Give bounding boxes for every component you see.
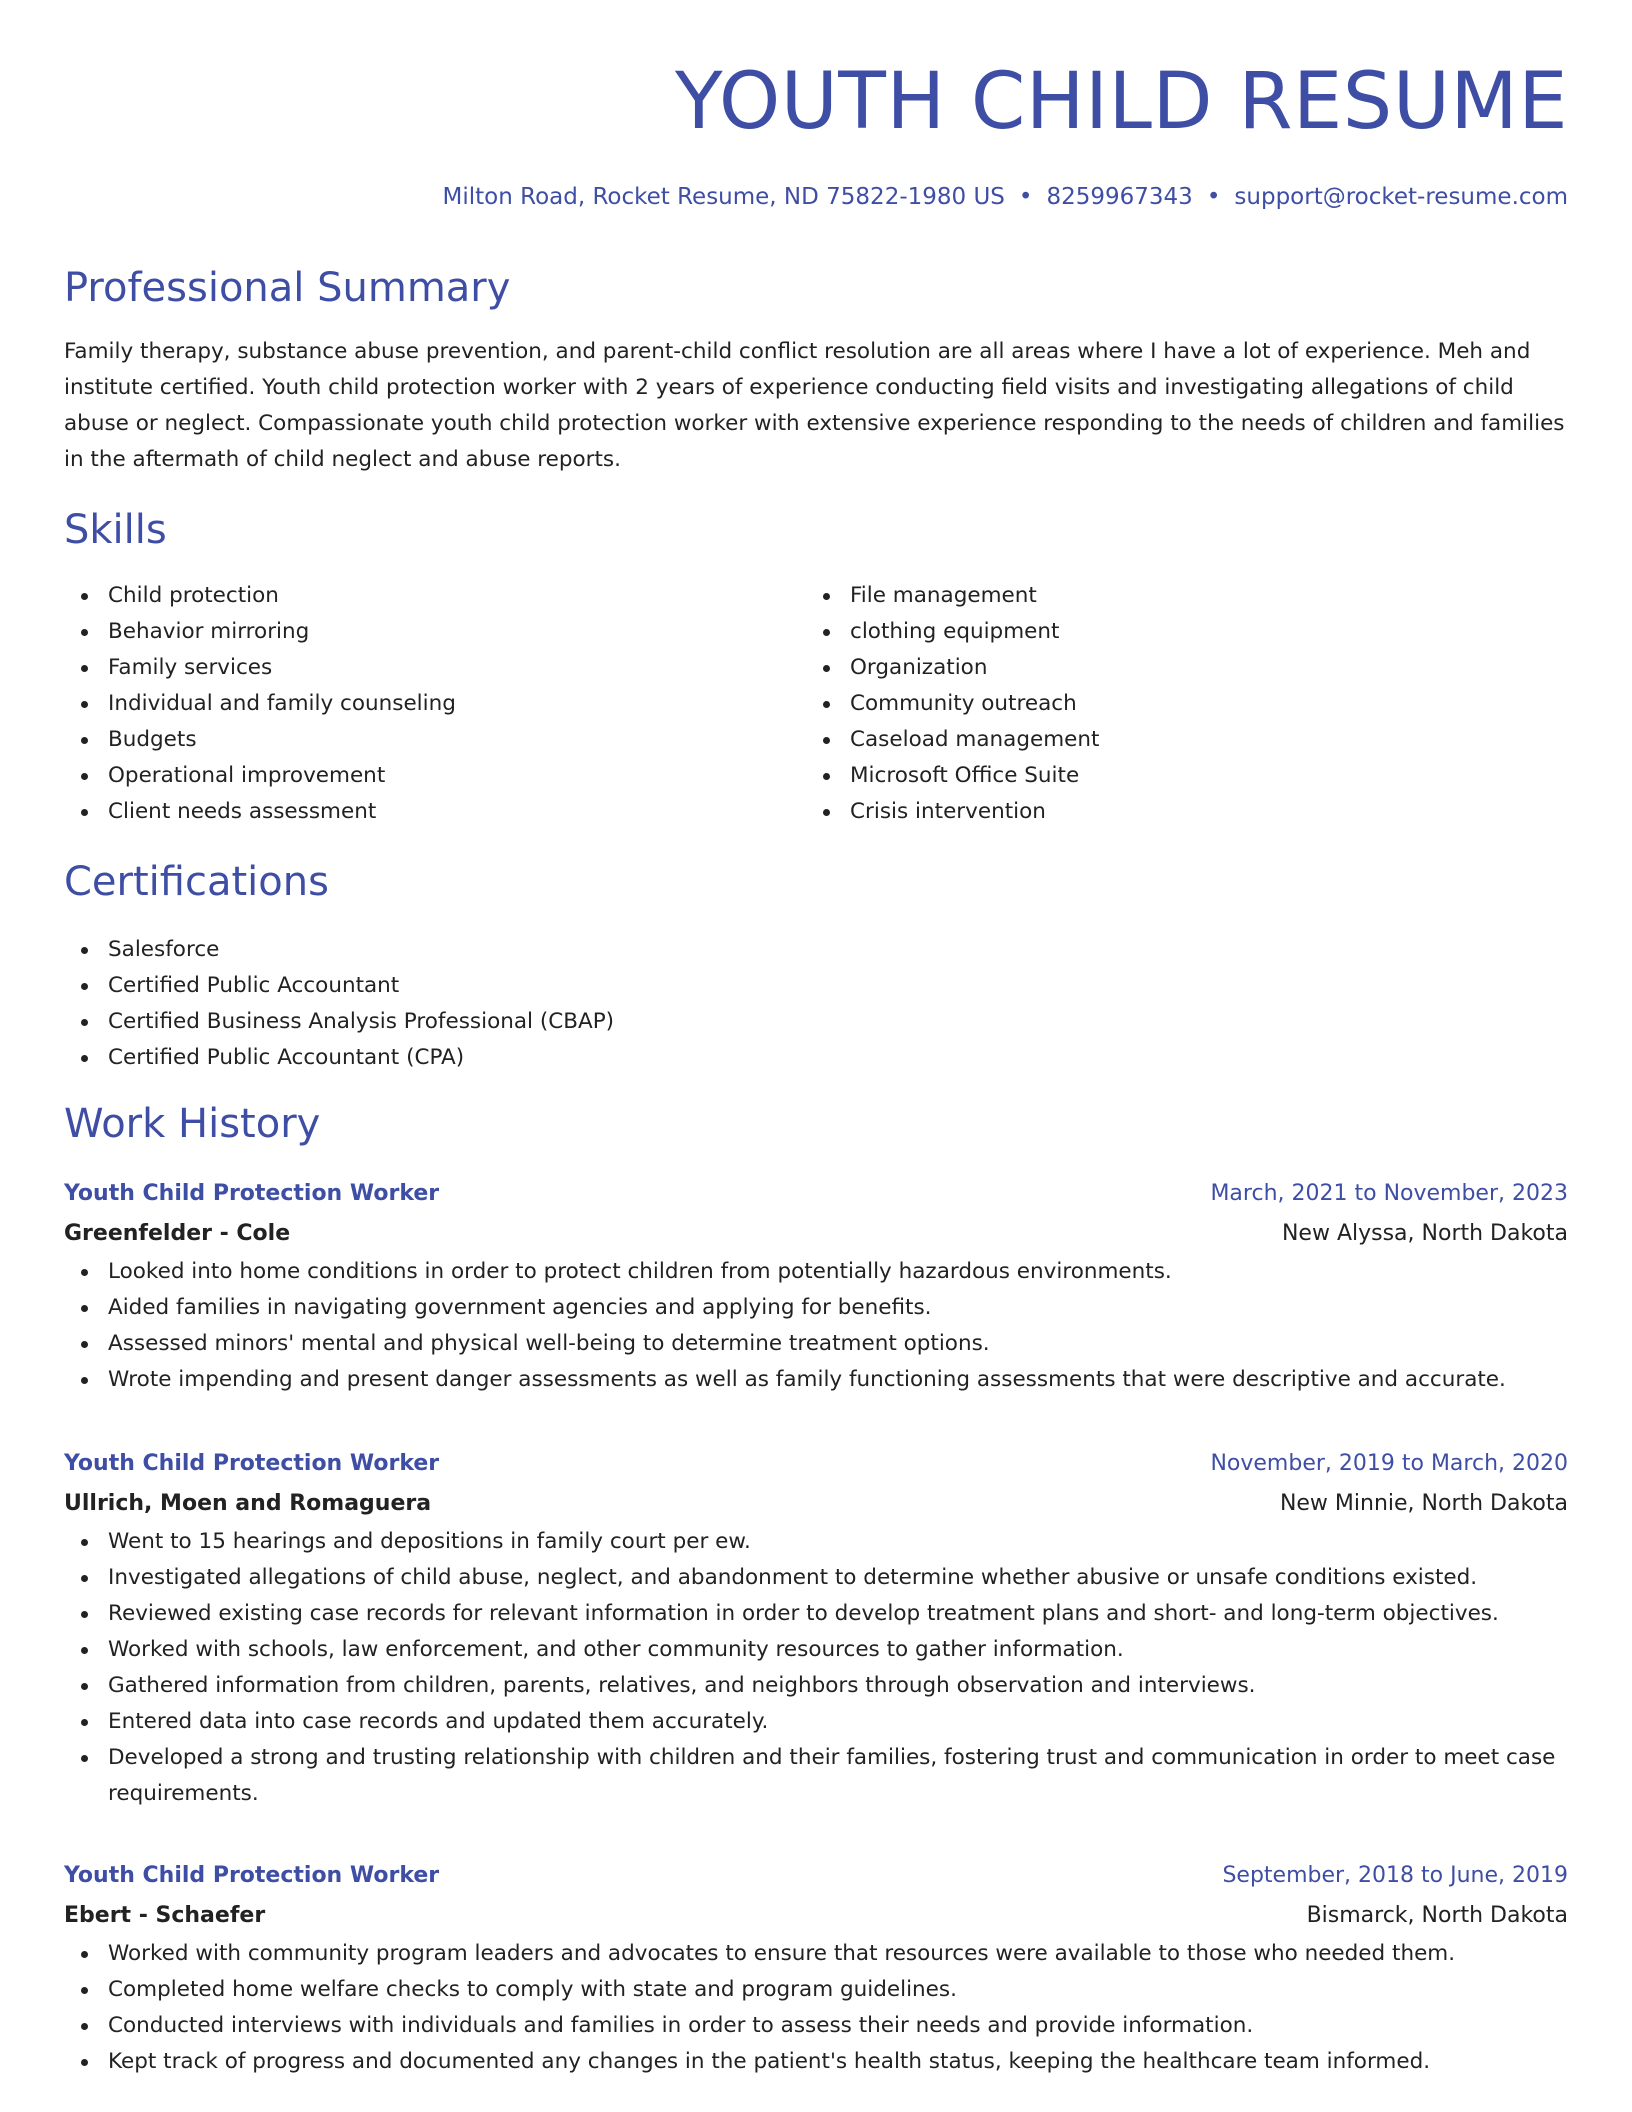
skill-item: Caseload management bbox=[806, 722, 1506, 758]
skills-list-left bbox=[64, 578, 764, 830]
job-company-row bbox=[64, 1214, 1568, 1254]
job-company: Greenfelder - Cole bbox=[64, 1221, 291, 1246]
job-title: Youth Child Protection Worker bbox=[64, 1181, 440, 1206]
job-entry bbox=[64, 1444, 1568, 1812]
certifications-heading: Certifications bbox=[64, 859, 329, 905]
certifications-list bbox=[64, 932, 1568, 1076]
job-bullet: Aided families in navigating government agencies and applying for benefits. bbox=[64, 1290, 1568, 1326]
job-bullet: Worked with schools, law enforcement, and other community resources to gather information. bbox=[64, 1632, 1568, 1668]
summary-text: Family therapy, substance abuse prevention, and parent-child conflict resolution are all areas where I have a lot of experience. Meh and institute certified. Youth child protection worker with 2 years of experience conducting field visits and investigating allegations of child abuse or neglect. Compassionate youth child protection worker with extensive experience responding to the needs of children and families in the aftermath of child neglect and abuse reports. bbox=[64, 339, 1565, 472]
job-bullet: Developed a strong and trusting relationship with children and their families, fostering trust and communication in order to meet case requirements. bbox=[64, 1740, 1568, 1812]
job-bullet: Conducted interviews with individuals and families in order to assess their needs and provide information. bbox=[64, 2008, 1568, 2044]
job-bullet: Reviewed existing case records for relevant information in order to develop treatment plans and short- and long-term objectives. bbox=[64, 1596, 1568, 1632]
job-title: Youth Child Protection Worker bbox=[64, 1451, 440, 1476]
job-bullet: Assessed minors' mental and physical well-being to determine treatment options. bbox=[64, 1326, 1568, 1362]
contact-separator: • bbox=[1206, 184, 1221, 210]
job-responsibilities bbox=[64, 1936, 1568, 2080]
certification-item: Salesforce bbox=[64, 932, 1568, 968]
certification-item: Certified Public Accountant (CPA) bbox=[64, 1040, 1568, 1076]
job-bullet: Gathered information from children, parents, relatives, and neighbors through observation and interviews. bbox=[64, 1668, 1568, 1704]
job-bullet: Looked into home conditions in order to protect children from potentially hazardous environments. bbox=[64, 1254, 1568, 1290]
resume-title: YOUTH CHILD RESUME bbox=[674, 57, 1568, 147]
summary-heading: Professional Summary bbox=[64, 265, 511, 311]
job-header-row bbox=[64, 1856, 1568, 1896]
skill-item: Budgets bbox=[64, 722, 764, 758]
job-bullet: Entered data into case records and updated them accurately. bbox=[64, 1704, 1568, 1740]
skill-item: Community outreach bbox=[806, 686, 1506, 722]
skill-item: Individual and family counseling bbox=[64, 686, 764, 722]
job-dates: March, 2021 to November, 2023 bbox=[1210, 1181, 1568, 1206]
skill-item: File management bbox=[806, 578, 1506, 614]
certification-item: Certified Business Analysis Professional (CBAP) bbox=[64, 1004, 1568, 1040]
skill-item: Operational improvement bbox=[64, 758, 764, 794]
job-bullet: Investigated allegations of child abuse, neglect, and abandonment to determine whether abusive or unsafe conditions existed. bbox=[64, 1560, 1568, 1596]
job-bullet: Went to 15 hearings and depositions in family court per ew. bbox=[64, 1524, 1568, 1560]
contact-phone: 8259967343 bbox=[1046, 184, 1193, 210]
job-location: New Alyssa, North Dakota bbox=[1281, 1221, 1568, 1246]
job-entry bbox=[64, 1174, 1568, 1398]
certification-item: Certified Public Accountant bbox=[64, 968, 1568, 1004]
job-bullet: Worked with community program leaders and advocates to ensure that resources were available to those who needed them. bbox=[64, 1936, 1568, 1972]
skill-item: Organization bbox=[806, 650, 1506, 686]
job-bullet: Kept track of progress and documented any changes in the patient's health status, keeping the healthcare team informed. bbox=[64, 2044, 1568, 2080]
job-location: Bismarck, North Dakota bbox=[1306, 1903, 1568, 1928]
job-header-row bbox=[64, 1174, 1568, 1214]
skills-list-right bbox=[806, 578, 1506, 830]
skill-item: Microsoft Office Suite bbox=[806, 758, 1506, 794]
job-header-row bbox=[64, 1444, 1568, 1484]
skill-item: clothing equipment bbox=[806, 614, 1506, 650]
job-location: New Minnie, North Dakota bbox=[1279, 1491, 1568, 1516]
job-dates: November, 2019 to March, 2020 bbox=[1210, 1451, 1568, 1476]
job-company-row bbox=[64, 1896, 1568, 1936]
work-history-heading: Work History bbox=[64, 1101, 321, 1147]
job-company: Ullrich, Moen and Romaguera bbox=[64, 1491, 432, 1516]
contact-separator: • bbox=[1018, 184, 1033, 210]
skill-item: Child protection bbox=[64, 578, 764, 614]
job-responsibilities bbox=[64, 1524, 1568, 1812]
job-responsibilities bbox=[64, 1254, 1568, 1398]
job-bullet: Completed home welfare checks to comply with state and program guidelines. bbox=[64, 1972, 1568, 2008]
skill-item: Behavior mirroring bbox=[64, 614, 764, 650]
job-entry bbox=[64, 1856, 1568, 2080]
skill-item: Family services bbox=[64, 650, 764, 686]
contact-email: support@rocket-resume.com bbox=[1234, 184, 1568, 210]
job-company-row bbox=[64, 1484, 1568, 1524]
job-dates: September, 2018 to June, 2019 bbox=[1222, 1863, 1568, 1888]
skills-heading: Skills bbox=[64, 507, 167, 553]
job-title: Youth Child Protection Worker bbox=[64, 1863, 440, 1888]
skill-item: Client needs assessment bbox=[64, 794, 764, 830]
contact-line bbox=[443, 180, 1568, 214]
contact-address: Milton Road, Rocket Resume, ND 75822-1980 US bbox=[442, 184, 1005, 210]
job-bullet: Wrote impending and present danger assessments as well as family functioning assessments that were descriptive and accurate. bbox=[64, 1362, 1568, 1398]
skill-item: Crisis intervention bbox=[806, 794, 1506, 830]
job-company: Ebert - Schaefer bbox=[64, 1903, 266, 1928]
